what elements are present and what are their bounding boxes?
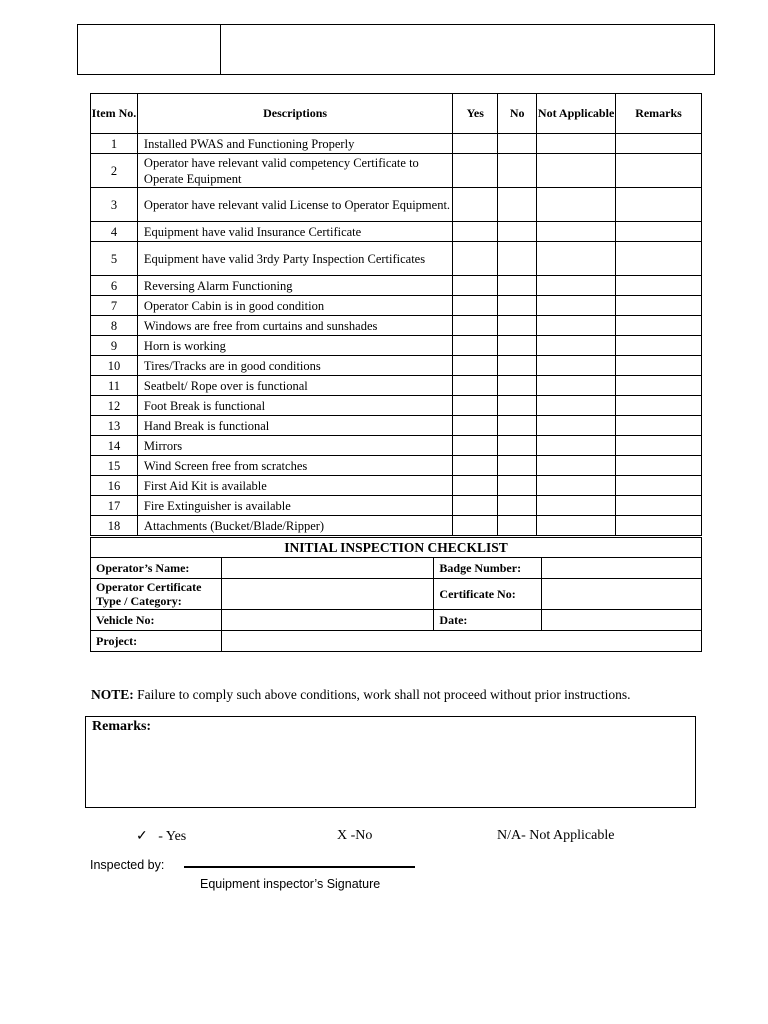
yes-cell[interactable]: [453, 516, 498, 536]
legend-na: N/A- Not Applicable: [497, 828, 615, 843]
operator-info-table: [90, 537, 702, 652]
item-description: Wind Screen free from scratches: [137, 456, 452, 476]
item-number: 13: [91, 416, 138, 436]
no-cell[interactable]: [498, 476, 537, 496]
na-cell[interactable]: [537, 436, 616, 456]
checklist-row: [91, 316, 702, 336]
remarks-cell[interactable]: [616, 242, 702, 276]
na-cell[interactable]: [537, 222, 616, 242]
na-cell[interactable]: [537, 476, 616, 496]
no-cell[interactable]: [498, 296, 537, 316]
yes-cell[interactable]: [453, 154, 498, 188]
na-cell[interactable]: [537, 396, 616, 416]
checklist-row: [91, 188, 702, 222]
na-cell[interactable]: [537, 376, 616, 396]
no-cell[interactable]: [498, 376, 537, 396]
remarks-label: Remarks:: [92, 719, 152, 734]
checklist-row: [91, 134, 702, 154]
header-descriptions: Descriptions: [137, 94, 452, 134]
note-text: Failure to comply such above conditions, work shall not proceed without prior instructions.: [137, 687, 631, 702]
item-number: 2: [91, 154, 138, 188]
yes-cell[interactable]: [453, 336, 498, 356]
yes-cell[interactable]: [453, 376, 498, 396]
yes-cell[interactable]: [453, 496, 498, 516]
item-description: First Aid Kit is available: [137, 476, 452, 496]
yes-cell[interactable]: [453, 276, 498, 296]
item-description: Reversing Alarm Functioning: [137, 276, 452, 296]
item-number: 7: [91, 296, 138, 316]
remarks-cell[interactable]: [616, 188, 702, 222]
checklist-row: [91, 496, 702, 516]
signature-line[interactable]: [184, 866, 415, 868]
no-cell[interactable]: [498, 336, 537, 356]
item-description: Foot Break is functional: [137, 396, 452, 416]
no-cell[interactable]: [498, 242, 537, 276]
header-title-cell: [221, 25, 715, 75]
remarks-cell[interactable]: [616, 496, 702, 516]
item-description: Installed PWAS and Functioning Properly: [137, 134, 452, 154]
remarks-cell[interactable]: [616, 222, 702, 242]
remarks-cell[interactable]: [616, 476, 702, 496]
note-label: NOTE:: [91, 687, 134, 702]
certificate-no-label: Certificate No:: [434, 579, 542, 610]
legend-yes-text: - Yes: [158, 829, 187, 844]
checklist-row: [91, 416, 702, 436]
operator-certificate-field[interactable]: [221, 579, 434, 610]
certificate-no-field[interactable]: [542, 579, 702, 610]
header-box: [77, 24, 715, 75]
item-description: Hand Break is functional: [137, 416, 452, 436]
checklist-title: INITIAL INSPECTION CHECKLIST: [91, 538, 702, 558]
no-cell[interactable]: [498, 316, 537, 336]
checklist-header-row: [91, 94, 702, 134]
no-cell[interactable]: [498, 416, 537, 436]
operator-name-field[interactable]: [221, 558, 434, 579]
na-cell[interactable]: [537, 516, 616, 536]
na-cell[interactable]: [537, 276, 616, 296]
item-description: Seatbelt/ Rope over is functional: [137, 376, 452, 396]
remarks-cell[interactable]: [616, 356, 702, 376]
remarks-box[interactable]: [85, 716, 696, 808]
remarks-cell[interactable]: [616, 276, 702, 296]
checklist-table: [90, 93, 702, 536]
item-number: 15: [91, 456, 138, 476]
item-description: Operator Cabin is in good condition: [137, 296, 452, 316]
na-cell[interactable]: [537, 336, 616, 356]
yes-cell[interactable]: [453, 188, 498, 222]
project-field[interactable]: [221, 631, 701, 652]
no-cell[interactable]: [498, 134, 537, 154]
checklist-row: [91, 336, 702, 356]
header-item-no: Item No.: [91, 94, 138, 134]
checklist-row: [91, 436, 702, 456]
no-cell[interactable]: [498, 436, 537, 456]
header-not-applicable: Not Applicable: [537, 94, 616, 134]
header-no: No: [498, 94, 537, 134]
legend-no: X -No: [337, 828, 373, 843]
item-number: 18: [91, 516, 138, 536]
item-number: 1: [91, 134, 138, 154]
yes-cell[interactable]: [453, 416, 498, 436]
remarks-cell[interactable]: [616, 396, 702, 416]
signature-label: Equipment inspector’s Signature: [200, 877, 381, 891]
na-cell[interactable]: [537, 242, 616, 276]
no-cell[interactable]: [498, 516, 537, 536]
legend-yes: [136, 828, 186, 845]
item-description: Windows are free from curtains and sunshades: [137, 316, 452, 336]
item-description: Operator have relevant valid License to Operator Equipment.: [137, 188, 452, 222]
date-label: Date:: [434, 610, 542, 631]
badge-number-label: Badge Number:: [434, 558, 542, 579]
yes-cell[interactable]: [453, 316, 498, 336]
checklist-row: [91, 476, 702, 496]
yes-cell[interactable]: [453, 222, 498, 242]
item-description: Attachments (Bucket/Blade/Ripper): [137, 516, 452, 536]
remarks-cell[interactable]: [616, 376, 702, 396]
remarks-cell[interactable]: [616, 154, 702, 188]
vehicle-no-label: Vehicle No:: [91, 610, 222, 631]
header-yes: Yes: [453, 94, 498, 134]
na-cell[interactable]: [537, 296, 616, 316]
inspected-by-label: Inspected by:: [90, 858, 165, 872]
no-cell[interactable]: [498, 496, 537, 516]
checklist-row: [91, 516, 702, 536]
na-cell[interactable]: [537, 154, 616, 188]
item-number: 6: [91, 276, 138, 296]
badge-number-field[interactable]: [542, 558, 702, 579]
checklist-row: [91, 222, 702, 242]
header-remarks: Remarks: [616, 94, 702, 134]
remarks-cell[interactable]: [616, 316, 702, 336]
item-number: 8: [91, 316, 138, 336]
na-cell[interactable]: [537, 356, 616, 376]
checklist-row: [91, 356, 702, 376]
no-cell[interactable]: [498, 356, 537, 376]
remarks-cell[interactable]: [616, 296, 702, 316]
remarks-cell[interactable]: [616, 134, 702, 154]
vehicle-no-field[interactable]: [221, 610, 434, 631]
remarks-cell[interactable]: [616, 336, 702, 356]
item-number: 11: [91, 376, 138, 396]
checklist-row: [91, 456, 702, 476]
yes-cell[interactable]: [453, 296, 498, 316]
na-cell[interactable]: [537, 456, 616, 476]
yes-cell[interactable]: [453, 396, 498, 416]
checklist-row: [91, 154, 702, 188]
yes-cell[interactable]: [453, 436, 498, 456]
operator-name-label: Operator’s Name:: [91, 558, 222, 579]
na-cell[interactable]: [537, 134, 616, 154]
remarks-cell[interactable]: [616, 516, 702, 536]
item-number: 9: [91, 336, 138, 356]
no-cell[interactable]: [498, 396, 537, 416]
no-cell[interactable]: [498, 188, 537, 222]
no-cell[interactable]: [498, 456, 537, 476]
no-cell[interactable]: [498, 222, 537, 242]
yes-cell[interactable]: [453, 242, 498, 276]
item-number: 12: [91, 396, 138, 416]
yes-cell[interactable]: [453, 356, 498, 376]
header-logo-cell: [78, 25, 221, 75]
item-number: 16: [91, 476, 138, 496]
checklist-row: [91, 376, 702, 396]
na-cell[interactable]: [537, 188, 616, 222]
item-number: 5: [91, 242, 138, 276]
checklist-row: [91, 296, 702, 316]
item-number: 17: [91, 496, 138, 516]
item-description: Equipment have valid 3rdy Party Inspection Certificates: [137, 242, 452, 276]
item-description: Mirrors: [137, 436, 452, 456]
na-cell[interactable]: [537, 316, 616, 336]
operator-certificate-label: Operator Certificate Type / Category:: [91, 579, 222, 610]
checklist-row: [91, 242, 702, 276]
no-cell[interactable]: [498, 154, 537, 188]
item-number: 10: [91, 356, 138, 376]
item-description: Tires/Tracks are in good conditions: [137, 356, 452, 376]
item-description: Horn is working: [137, 336, 452, 356]
yes-cell[interactable]: [453, 134, 498, 154]
remarks-cell[interactable]: [616, 436, 702, 456]
remarks-cell[interactable]: [616, 416, 702, 436]
item-description: Equipment have valid Insurance Certificate: [137, 222, 452, 242]
remarks-cell[interactable]: [616, 456, 702, 476]
check-icon: ✓: [136, 829, 148, 844]
yes-cell[interactable]: [453, 456, 498, 476]
date-field[interactable]: [542, 610, 702, 631]
note: [91, 687, 631, 703]
item-description: Fire Extinguisher is available: [137, 496, 452, 516]
item-number: 3: [91, 188, 138, 222]
na-cell[interactable]: [537, 416, 616, 436]
item-description: Operator have relevant valid competency Certificate to Operate Equipment: [137, 154, 452, 188]
yes-cell[interactable]: [453, 476, 498, 496]
na-cell[interactable]: [537, 496, 616, 516]
item-number: 14: [91, 436, 138, 456]
checklist-row: [91, 396, 702, 416]
item-number: 4: [91, 222, 138, 242]
project-label: Project:: [91, 631, 222, 652]
checklist-row: [91, 276, 702, 296]
no-cell[interactable]: [498, 276, 537, 296]
